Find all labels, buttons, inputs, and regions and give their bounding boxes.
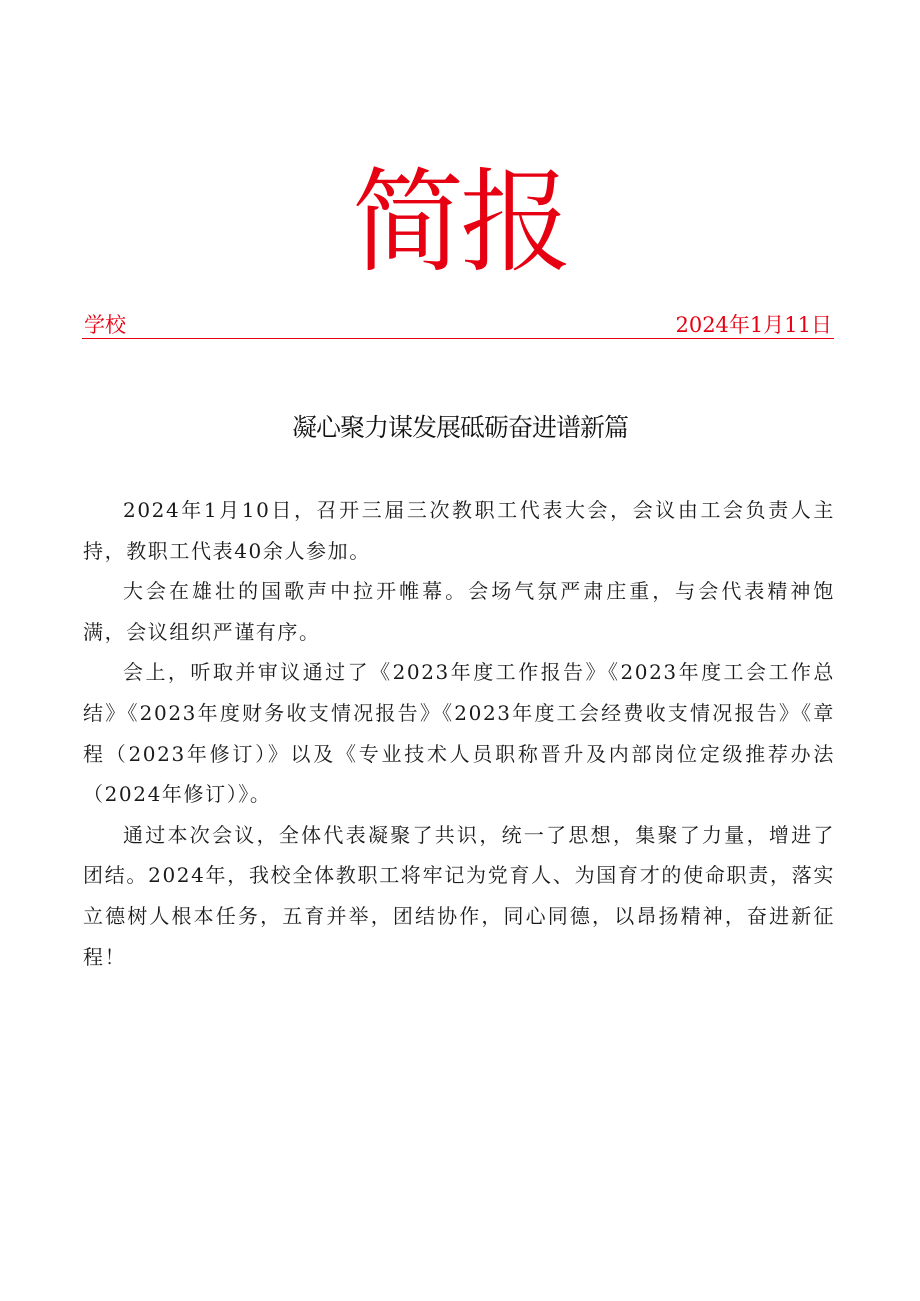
masthead-organization: 学校	[84, 313, 126, 337]
masthead-title: 简报	[352, 158, 568, 288]
article-paragraph: 通过本次会议，全体代表凝聚了共识，统一了思想，集聚了力量，增进了团结。2024年，我校全体教职工将牢记为党育人、为国育才的使命职责，落实立德树人根本任务，五育并举，团结协作，同心同德，以昂扬精神，奋进新征程！	[83, 822, 835, 969]
article-body	[83, 490, 835, 977]
article-paragraph: 会上，听取并审议通过了《2023年度工作报告》《2023年度工会工作总结》《2023年度财务收支情况报告》《2023年度工会经费收支情况报告》《章程（2023年修订）》以及《专业技术人员职称晋升及内部岗位定级推荐办法（2024年修订）》。	[83, 660, 835, 807]
article-title: 凝心聚力谋发展砥砺奋进谱新篇	[291, 413, 628, 442]
masthead-info-line	[82, 312, 834, 339]
article-paragraph: 2024年1月10日，召开三届三次教职工代表大会，会议由工会负责人主持，教职工代表40余人参加。	[83, 498, 835, 563]
masthead-date: 2024年1月11日	[675, 313, 832, 337]
article-paragraph: 大会在雄壮的国歌声中拉开帷幕。会场气氛严肃庄重，与会代表精神饱满，会议组织严谨有序。	[83, 579, 835, 644]
